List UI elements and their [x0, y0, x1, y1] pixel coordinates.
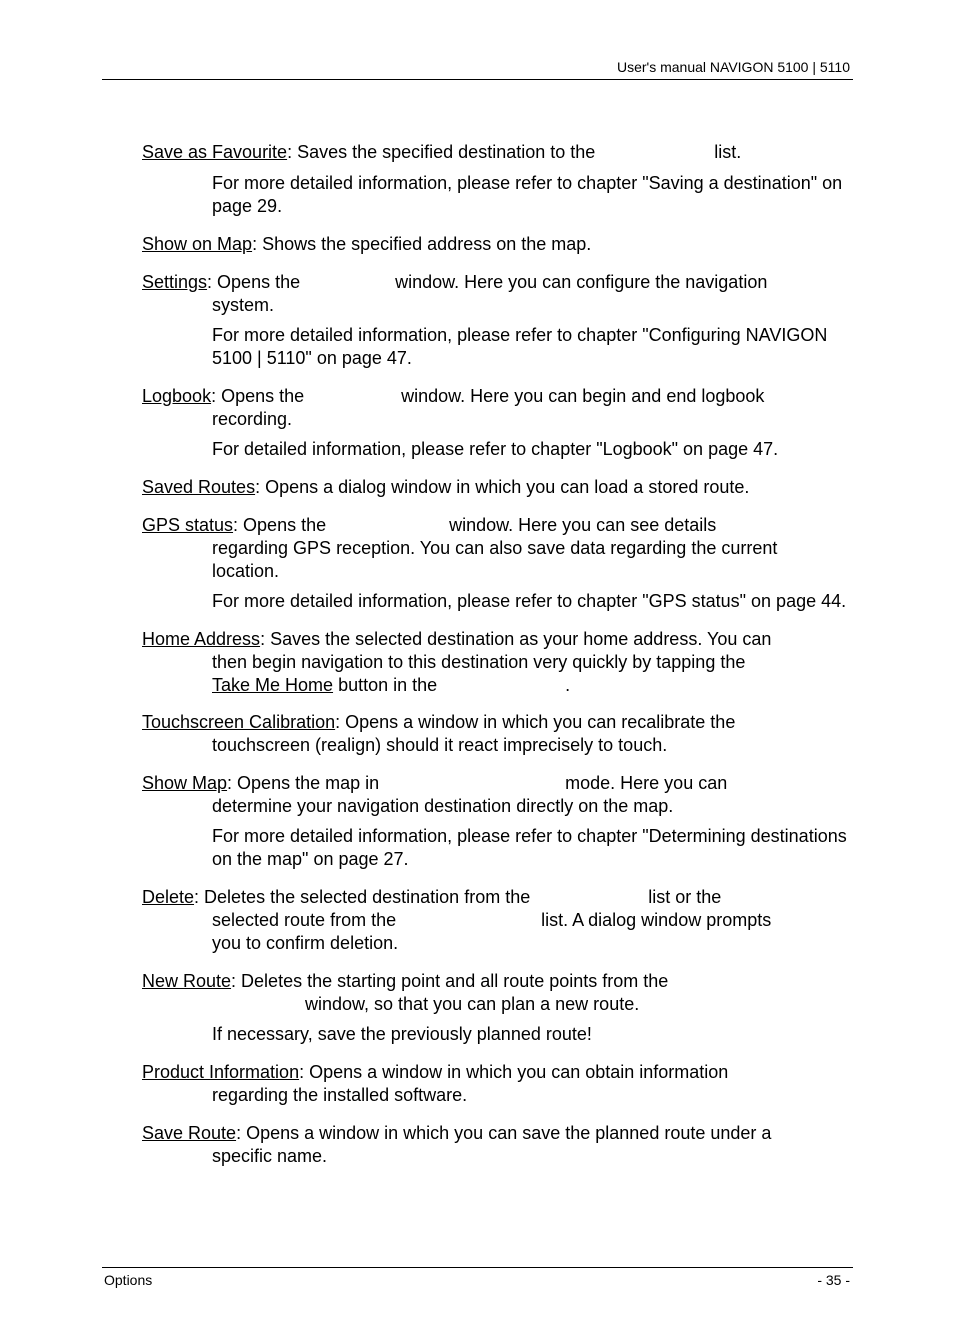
entry-term: Logbook [142, 386, 212, 406]
entry-save-route: Save Route: Opens a window in which you can save the planned route under a specific name. [142, 1123, 772, 1166]
entry-logbook: Logbook: Opens the window. Here you can begin and end logbook recording. For detailed information, please refer to chapter "Logbook" on page 47. [142, 385, 848, 461]
page-number: - 35 - [817, 1272, 850, 1288]
entry-note: For more detailed information, please refer to chapter "Configuring NAVIGON 5100 | 5110" on page 47. [212, 325, 828, 368]
entry-note: For more detailed information, please refer to chapter "GPS status" on page 44. [212, 591, 847, 611]
entry-saved-routes: Saved Routes: Opens a dialog window in which you can load a stored route. [142, 477, 750, 497]
entry-term: Touchscreen Calibration [142, 712, 336, 732]
options-list [142, 141, 848, 1168]
footer-section: Options [104, 1272, 153, 1288]
entry-touchscreen-calibration: Touchscreen Calibration: Opens a window in which you can recalibrate the touchscreen (realign) should it react imprecisely to touch. [142, 712, 736, 755]
entry-term: Show Map [142, 773, 228, 793]
entry-show-on-map: Show on Map: Shows the specified address on the map. [142, 234, 592, 254]
entry-show-map: Show Map: Opens the map in mode. Here you can determine your navigation destination directly on the map. For more detailed information, please refer to chapter "Determining destinations on the map" on page 27. [142, 773, 847, 869]
entry-settings: Settings: Opens the window. Here you can configure the navigation system. For more detailed information, please refer to chapter "Configuring NAVIGON 5100 | 5110" on page 47. [142, 271, 848, 370]
entry-term: Save Route [142, 1123, 237, 1143]
page-header: User's manual NAVIGON 5100 | 5110 [616, 59, 850, 75]
entry-term: Saved Routes [142, 477, 256, 497]
footer-divider [102, 1267, 853, 1268]
take-me-home-reference: Take Me Home [212, 675, 334, 695]
entry-term: GPS status [142, 515, 234, 535]
entry-gps-status: GPS status: Opens the window. Here you can see details regarding GPS reception. You can also save data regarding the current location. For more detailed information, please refer to chapter "GPS status" on page 44. [142, 515, 847, 611]
entry-home-address: Home Address: Saves the selected destination as your home address. You can then begin navigation to this destination very quickly by tapping the Take Me Home button in the . [142, 629, 772, 695]
entry-new-route: New Route: Deletes the starting point and all route points from the window, so that you can plan a new route. If necessary, save the previously planned route! [142, 970, 848, 1046]
entry-term: Home Address [142, 629, 261, 649]
entry-note: For detailed information, please refer to chapter "Logbook" on page 47. [212, 439, 779, 459]
entry-term: Show on Map [142, 234, 253, 254]
entry-note: For more detailed information, please refer to chapter "Determining destinations on the map" on page 27. [212, 826, 847, 869]
entry-term: New Route [142, 971, 232, 991]
entry-term: Settings [142, 272, 208, 292]
entry-delete: Delete: Deletes the selected destination from the list or the selected route from the list. A dialog window prompts you to confirm deletion. [142, 887, 772, 953]
entry-note: If necessary, save the previously planned route! [212, 1024, 592, 1044]
entry-product-information: Product Information: Opens a window in which you can obtain information regarding the installed software. [142, 1062, 729, 1105]
entry-save-as-favourite: Save as Favourite: Saves the specified destination to the list. For more detailed information, please refer to chapter "Saving a destination" on page 29. [142, 141, 848, 218]
entry-term: Save as Favourite [142, 142, 288, 162]
entry-term: Delete [142, 887, 195, 907]
entry-note: For more detailed information, please refer to chapter "Saving a destination" on page 29. [212, 173, 843, 216]
entry-term: Product Information [142, 1062, 300, 1082]
header-divider [102, 79, 853, 80]
